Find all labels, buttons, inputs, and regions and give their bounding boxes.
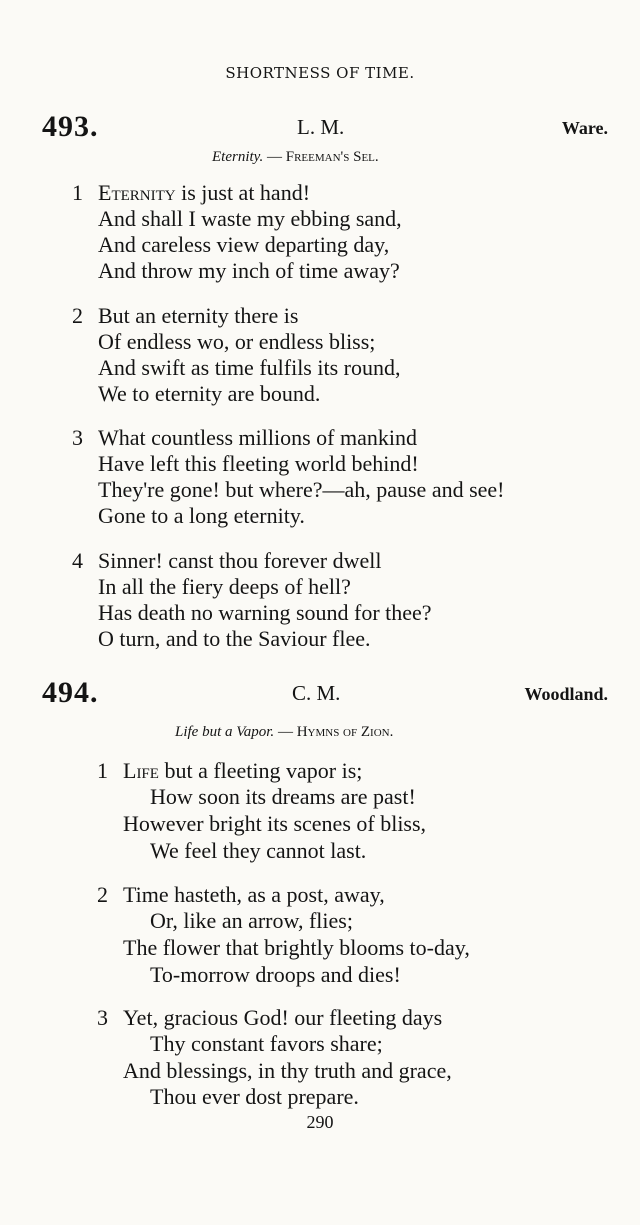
page-number: 290 xyxy=(306,1112,334,1132)
verse-line: Time hasteth, as a post, away, xyxy=(123,882,385,907)
verse-line: Of endless wo, or endless bliss; xyxy=(98,329,376,354)
verse-line: Gone to a long eternity. xyxy=(98,503,305,528)
verse-line: We feel they cannot last. xyxy=(150,838,367,863)
verse-first-word: Eternity xyxy=(98,180,176,205)
verse-line: O turn, and to the Saviour flee. xyxy=(98,626,371,651)
hymn-tune-494: Woodland. xyxy=(524,684,608,704)
verse-line: Have left this fleeting world behind! xyxy=(98,451,419,476)
hymn-number-493: 493. xyxy=(42,110,99,143)
verse-line: In all the fiery deeps of hell? xyxy=(98,574,351,599)
running-head: SHORTNESS OF TIME. xyxy=(225,64,415,82)
verse-number: 2 xyxy=(72,303,83,328)
hymn-meter-494: C. M. xyxy=(292,681,341,705)
verse-line: However bright its scenes of bliss, xyxy=(123,811,427,836)
verse-number: 2 xyxy=(97,882,108,907)
verse-line: The flower that brightly blooms to-day, xyxy=(123,935,470,960)
hymn-tune-493: Ware. xyxy=(561,118,608,138)
verse-line-rest: is just at hand! xyxy=(175,180,311,205)
verse-line: What countless millions of mankind xyxy=(98,425,417,450)
verse-number: 1 xyxy=(72,180,83,205)
verse-number: 1 xyxy=(97,758,108,783)
verse-line: How soon its dreams are past! xyxy=(150,784,416,809)
hymn-title-493: Eternity. xyxy=(212,149,264,165)
verse-line-rest: but a fleeting vapor is; xyxy=(158,758,363,783)
hymn-meter-493: L. M. xyxy=(297,115,345,139)
verse-line: And throw my inch of time away? xyxy=(98,258,400,283)
verse-line: To-morrow droops and dies! xyxy=(150,962,401,987)
verse-line: And shall I waste my ebbing sand, xyxy=(98,206,402,231)
hymn-source-493: — Freeman's Sel. xyxy=(263,149,379,165)
verse-line: But an eternity there is xyxy=(98,303,299,328)
verse-line: Has death no warning sound for thee? xyxy=(98,600,432,625)
hymn-source-494: — Hymns of Zion. xyxy=(274,724,394,740)
verse-line: Yet, gracious God! our fleeting days xyxy=(123,1005,443,1030)
verse-first-word: Life xyxy=(123,758,159,783)
verse-line: Thou ever dost prepare. xyxy=(150,1084,359,1109)
hymn-title-494: Life but a Vapor. xyxy=(175,724,275,740)
verse-number: 3 xyxy=(72,425,83,450)
verse-line xyxy=(98,180,310,206)
hymn-number-494: 494. xyxy=(42,676,99,709)
verse-line: Sinner! canst thou forever dwell xyxy=(98,548,382,573)
verse-number: 3 xyxy=(97,1005,108,1030)
hymn-subtitle-494 xyxy=(175,724,393,741)
verse-line: And careless view departing day, xyxy=(98,232,390,257)
verse-line: Or, like an arrow, flies; xyxy=(150,908,353,933)
verse-line xyxy=(123,758,362,784)
verse-number: 4 xyxy=(72,548,83,573)
verse-line: And blessings, in thy truth and grace, xyxy=(123,1058,452,1083)
verse-line: Thy constant favors share; xyxy=(150,1031,383,1056)
verse-line: And swift as time fulfils its round, xyxy=(98,355,401,380)
verse-line: They're gone! but where?—ah, pause and see! xyxy=(98,477,505,502)
hymn-subtitle-493 xyxy=(212,149,379,166)
verse-line: We to eternity are bound. xyxy=(98,381,321,406)
